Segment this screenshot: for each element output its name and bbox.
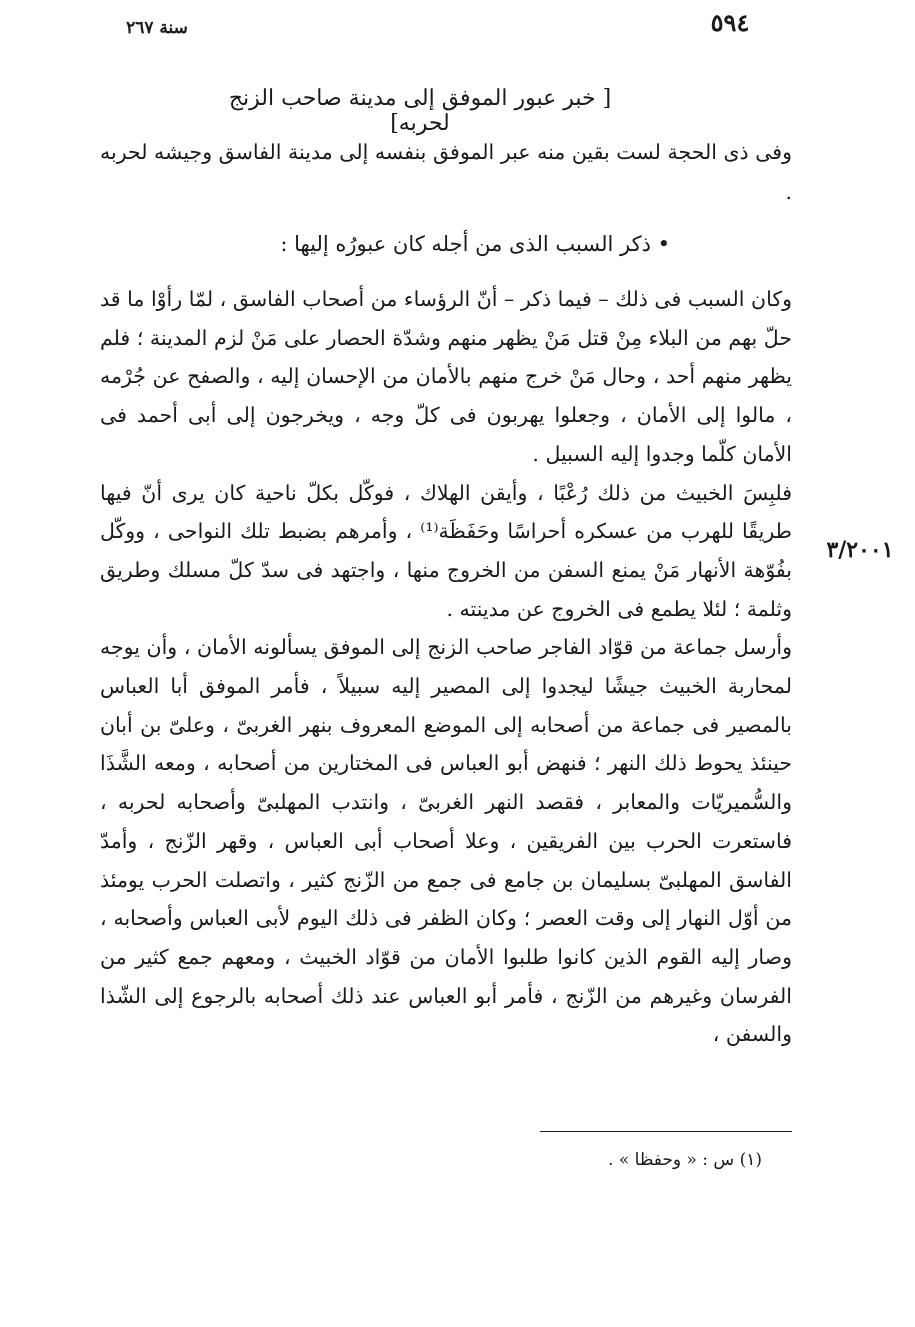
paragraph: وأرسل جماعة من قوّاد الفاجر صاحب الزنج إلى الموفق يسألونه الأمان ، وأن يوجه لمحاربة الخبيث جيشًا ليجدوا إلى المصير إليه سبيلاً ، فأمر الموفق أبا العباس بالمصير فى جماعة من أصحابه إلى الموضع المعروف بنهر الغربىّ ، وعلىّ بن أبان حينئذ يحوط ذلك النهر ؛ فنهض أبو العباس فى المختارين من أصحابه ، ومعه الشَّذَا والسُّميريّات والمعابر ، فقصد النهر الغربىّ ، وانتدب المهلبىّ وأصحابه لحربه ، فاستعرت الحرب بين الفريقين ، وعلا أصحاب أبى العباس ، وقهر الزّنج ، وأمدّ الفاسق المهلبىّ بسليمان بن جامع فى جمع من الزّنج كثير ، واتصلت الحرب يومئذ من أوّل النهار إلى وقت العصر ؛ وكان الظفر فى ذلك اليوم لأبى العباس وأصحابه ، وصار إليه القوم الذين كانوا طلبوا الأمان من قوّاد الخبيث ، ومعهم جمع كثير من الفرسان وغيرهم من الزّنج ، فأمر أبو العباس عند ذلك أصحابه بالرجوع إلى الشّذا والسفن ، (100, 635, 792, 1047)
section-heading: [ خبر عبور الموفق إلى مدينة صاحب الزنج لحربه] (228, 86, 612, 136)
margin-reference: ٣/٢٠٠١ (826, 537, 894, 563)
subheading: • ذكر السبب الذى من أجله كان عبورُه إليها : (280, 232, 670, 256)
intro-paragraph: وفى ذى الحجة لست بقين منه عبر الموفق بنفسه إلى مدينة الفاسق وجيشه لحربه . (100, 140, 792, 204)
footnote-divider (540, 1131, 792, 1132)
paragraph: وكان السبب فى ذلك – فيما ذكر – أنّ الرؤساء من أصحاب الفاسق ، لمّا رأوْا ما قد حلّ بهم من البلاء مِنْ قتل مَنْ يظهر منهم وشدّة الحصار على مَنْ لزم المدينة ؛ فلم يظهر منهم أحد ، وحال مَنْ خرج منهم بالأمان من الإحسان إليه ، والصفح عن جُرْمه ، مالوا إلى الأمان ، وجعلوا يهربون فى كلّ وجه ، ويخرجون إلى أبى أحمد فى الأمان كلّما وجدوا إليه السبيل . (100, 287, 792, 466)
paragraph: فلبِسَ الخبيث من ذلك رُعْبًا ، وأيقن الهلاك ، فوكّل بكلّ ناحية كان يرى أنّ فيها طريقًا للهرب من عسكره أحراسًا وحَفَظَة⁽¹⁾ ، وأمرهم بضبط تلك النواحى ، ووكّل بفُوّهة الأنهار مَنْ يمنع السفن من الخروج منها ، واجتهد فى سدّ كلّ مسلك وطريق وثلمة ؛ لئلا يطمع فى الخروج عن مدينته . (100, 480, 792, 621)
page-number: ٥٩٤ (710, 8, 750, 37)
running-head: سنة ٢٦٧ (126, 18, 188, 38)
footnote: (١) س : « وحفظا » . (608, 1150, 762, 1170)
body-text (100, 280, 792, 1054)
